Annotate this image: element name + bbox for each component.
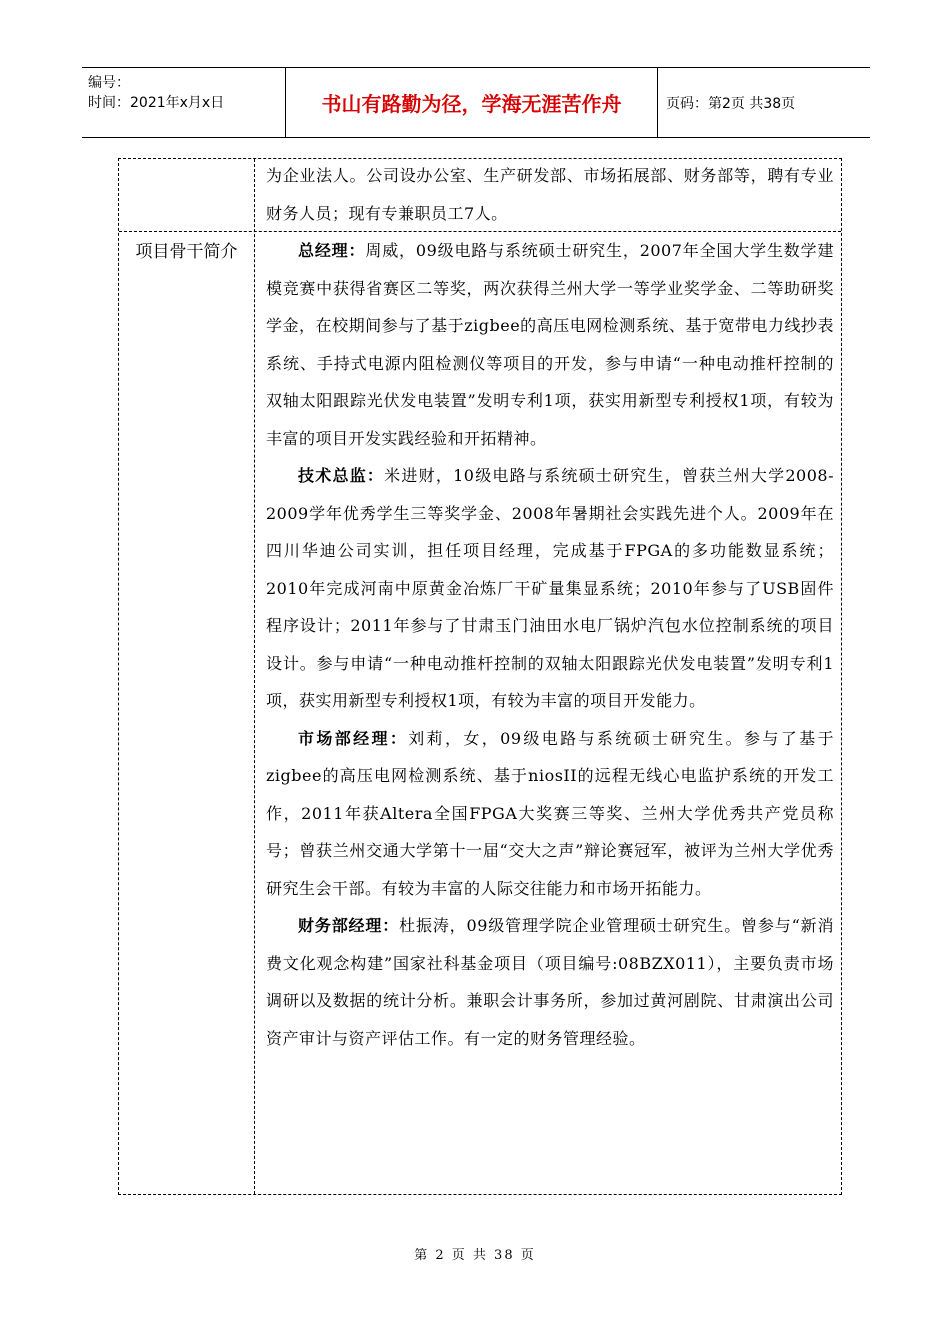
bio-role: 财务部经理： xyxy=(298,916,400,935)
info-table xyxy=(118,158,842,1195)
row-label: 项目骨干简介 xyxy=(135,241,238,262)
bio-paragraph xyxy=(266,232,834,457)
company-description-cell xyxy=(266,157,834,232)
column-divider xyxy=(254,159,255,1194)
bio-text: 周威，09级电路与系统硕士研究生，2007年全国大学生数学建模竞赛中获得省赛区二等奖，两次获得兰州大学一等学业奖学金、二等助研奖学金，在校期间参与了基于zigbee的高压电网检测系统、基于宽带电力线抄表系统、手持式电源内阻检测仪等项目的开发，参与申请“一种电动推杆控制的双轴太阳跟踪光伏发电装置”发明专利1项，获实用新型专利授权1项，有较为丰富的项目开发实践经验和开拓精神。 xyxy=(266,241,834,448)
bio-text: 刘莉，女，09级电路与系统硕士研究生。参与了基于zigbee的高压电网检测系统、基于niosII的远程无线心电监护系统的开发工作，2011年获Altera全国FPGA大奖赛三等奖、兰州大学优秀共产党员称号；曾获兰州交通大学第十一届“交大之声”辩论赛冠军，被评为兰州大学优秀研究生会干部。有较为丰富的人际交往能力和市场开拓能力。 xyxy=(266,728,834,898)
key-staff-cell xyxy=(266,232,834,1057)
header-page-info: 页码：第2页 共38页 xyxy=(666,95,796,112)
company-description-text: 为企业法人。公司设办公室、生产研发部、市场拓展部、财务部等，聘有专业财务人员；现有专兼职员工7人。 xyxy=(266,166,834,223)
date-label: 时间：2021年x月x日 xyxy=(88,95,225,111)
bio-paragraph xyxy=(266,720,834,908)
bio-role: 总经理： xyxy=(298,241,366,260)
page-footer: 第 2 页 共 38 页 xyxy=(414,1248,536,1263)
code-label: 编号： xyxy=(88,75,130,91)
bio-paragraph xyxy=(266,457,834,720)
bio-paragraph xyxy=(266,907,834,1057)
bio-role: 技术总监： xyxy=(298,466,385,485)
page-header xyxy=(82,67,870,138)
bio-text: 米进财，10级电路与系统硕士研究生，曾获兰州大学2008-2009学年优秀学生三等奖学金、2008年暑期社会实践先进个人。2009年在四川华迪公司实训，担任项目经理，完成基于FPGA的多功能数显系统；2010年完成河南中原黄金冶炼厂干矿量集显系统；2010年参与了USB固件程序设计；2011年参与了甘肃玉门油田水电厂锅炉汽包水位控制系统的项目设计。参与申请“一种电动推杆控制的双轴太阳跟踪光伏发电装置”发明专利1项，获实用新型专利授权1项，有较为丰富的项目开发能力。 xyxy=(266,466,834,710)
bio-role: 市场部经理： xyxy=(298,728,409,748)
header-meta xyxy=(82,68,286,137)
header-motto: 书山有路勤为径，学海无涯苦作舟 xyxy=(286,68,658,137)
bio-text: 杜振涛，09级管理学院企业管理硕士研究生。曾参与“新消费文化观念构建”国家社科基金项目（项目编号:08BZX011），主要负责市场调研以及数据的统计分析。兼职会计事务所，参加过黄河剧院、甘肃演出公司资产审计与资产评估工作。有一定的财务管理经验。 xyxy=(266,916,834,1048)
